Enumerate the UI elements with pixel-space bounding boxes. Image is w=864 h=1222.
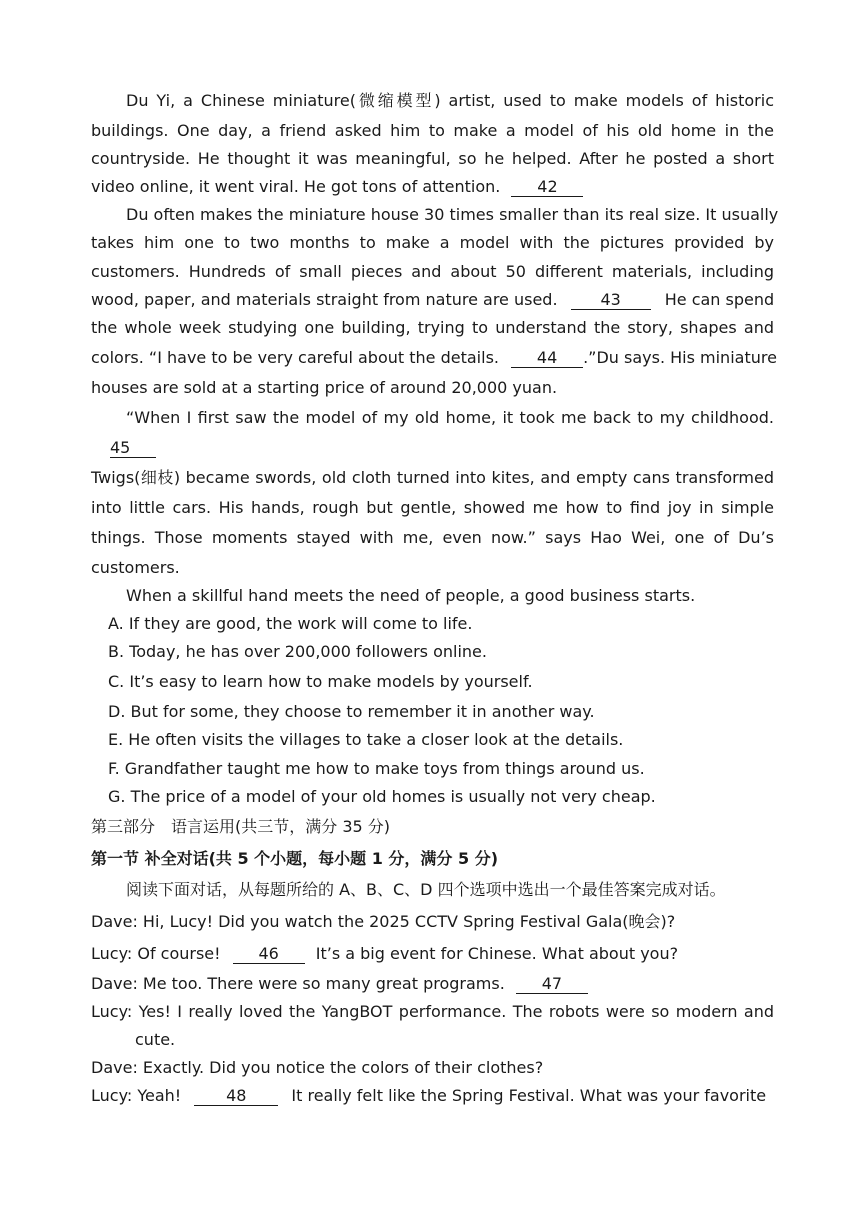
answer-blank-47[interactable]: 47 xyxy=(516,974,588,994)
dialogue-line: cute. xyxy=(135,1030,176,1049)
dialogue-line: Dave: Exactly. Did you notice the colors of their clothes? xyxy=(91,1058,544,1077)
answer-blank-42[interactable]: 42 xyxy=(511,177,583,197)
section-heading: 第一节 补全对话(共 5 个小题，每小题 1 分，满分 5 分) xyxy=(91,849,499,868)
answer-blank-48[interactable]: 48 xyxy=(194,1086,278,1106)
option-g: G. The price of a model of your old homes is usually not very cheap. xyxy=(108,787,656,806)
dialogue-line xyxy=(91,974,774,994)
answer-blank-43[interactable]: 43 xyxy=(571,290,651,310)
passage-line: “When I first saw the model of my old home, it took me back to my childhood. xyxy=(126,408,774,427)
option-b: B. Today, he has over 200,000 followers online. xyxy=(108,642,487,661)
option-f: F. Grandfather taught me how to make toys from things around us. xyxy=(108,759,645,778)
instruction-text: 阅读下面对话，从每题所给的 A、B、C、D 四个选项中选出一个最佳答案完成对话。 xyxy=(126,880,726,899)
passage-line: customers. Hundreds of small pieces and about 50 different materials, including xyxy=(91,262,774,281)
passage-text: wood, paper, and materials straight from nature are used. xyxy=(91,290,558,309)
passage-line: Du often makes the miniature house 30 times smaller than its real size. It usually xyxy=(126,205,779,224)
passage-line: When a skillful hand meets the need of people, a good business starts. xyxy=(126,586,696,605)
dialogue-line xyxy=(91,1086,774,1106)
dialogue-line xyxy=(91,944,774,964)
passage-line xyxy=(91,348,777,368)
passage-line: things. Those moments stayed with me, even now.” says Hao Wei, one of Du’s xyxy=(91,528,774,547)
passage-line: into little cars. His hands, rough but gentle, showed me how to find joy in simple xyxy=(91,498,774,517)
passage-line: Du Yi, a Chinese miniature(微缩模型) artist, used to make models of historic xyxy=(126,91,774,110)
answer-blank-44[interactable]: 44 xyxy=(511,348,583,368)
passage-line xyxy=(91,290,774,310)
option-c: C. It’s easy to learn how to make models by yourself. xyxy=(108,672,533,691)
dialogue-text: Lucy: Yeah! xyxy=(91,1086,182,1105)
option-e: E. He often visits the villages to take a closer look at the details. xyxy=(108,730,624,749)
passage-line: houses are sold at a starting price of around 20,000 yuan. xyxy=(91,378,558,397)
dialogue-line: Dave: Hi, Lucy! Did you watch the 2025 CCTV Spring Festival Gala(晚会)? xyxy=(91,912,676,931)
answer-blank-46[interactable]: 46 xyxy=(233,944,305,964)
dialogue-text: Lucy: Of course! xyxy=(91,944,221,963)
passage-line: buildings. One day, a friend asked him to make a model of his old home in the xyxy=(91,121,774,140)
dialogue-text: Dave: Me too. There were so many great programs. xyxy=(91,974,505,993)
passage-line: customers. xyxy=(91,558,180,577)
option-a: A. If they are good, the work will come to life. xyxy=(108,614,473,633)
part-heading: 第三部分 语言运用(共三节，满分 35 分) xyxy=(91,817,391,836)
dialogue-text: It’s a big event for Chinese. What about you? xyxy=(315,944,679,963)
passage-text: colors. “I have to be very careful about the details. xyxy=(91,348,499,367)
answer-blank-45[interactable]: 45 xyxy=(110,438,156,458)
passage-text: video online, it went viral. He got tons of attention. xyxy=(91,177,501,196)
passage-line xyxy=(91,177,774,197)
passage-line: Twigs(细枝) became swords, old cloth turned into kites, and empty cans transformed xyxy=(91,468,774,487)
passage-line: the whole week studying one building, trying to understand the story, shapes and xyxy=(91,318,774,337)
passage-line: countryside. He thought it was meaningful, so he helped. After he posted a short xyxy=(91,149,774,168)
passage-line xyxy=(110,438,793,458)
passage-text: .”Du says. His miniature xyxy=(583,348,777,367)
dialogue-text: It really felt like the Spring Festival. What was your favorite xyxy=(291,1086,767,1105)
dialogue-line: Lucy: Yes! I really loved the YangBOT performance. The robots were so modern and xyxy=(91,1002,774,1021)
passage-line: takes him one to two months to make a model with the pictures provided by xyxy=(91,233,774,252)
option-d: D. But for some, they choose to remember it in another way. xyxy=(108,702,595,721)
passage-text: He can spend xyxy=(664,290,775,309)
